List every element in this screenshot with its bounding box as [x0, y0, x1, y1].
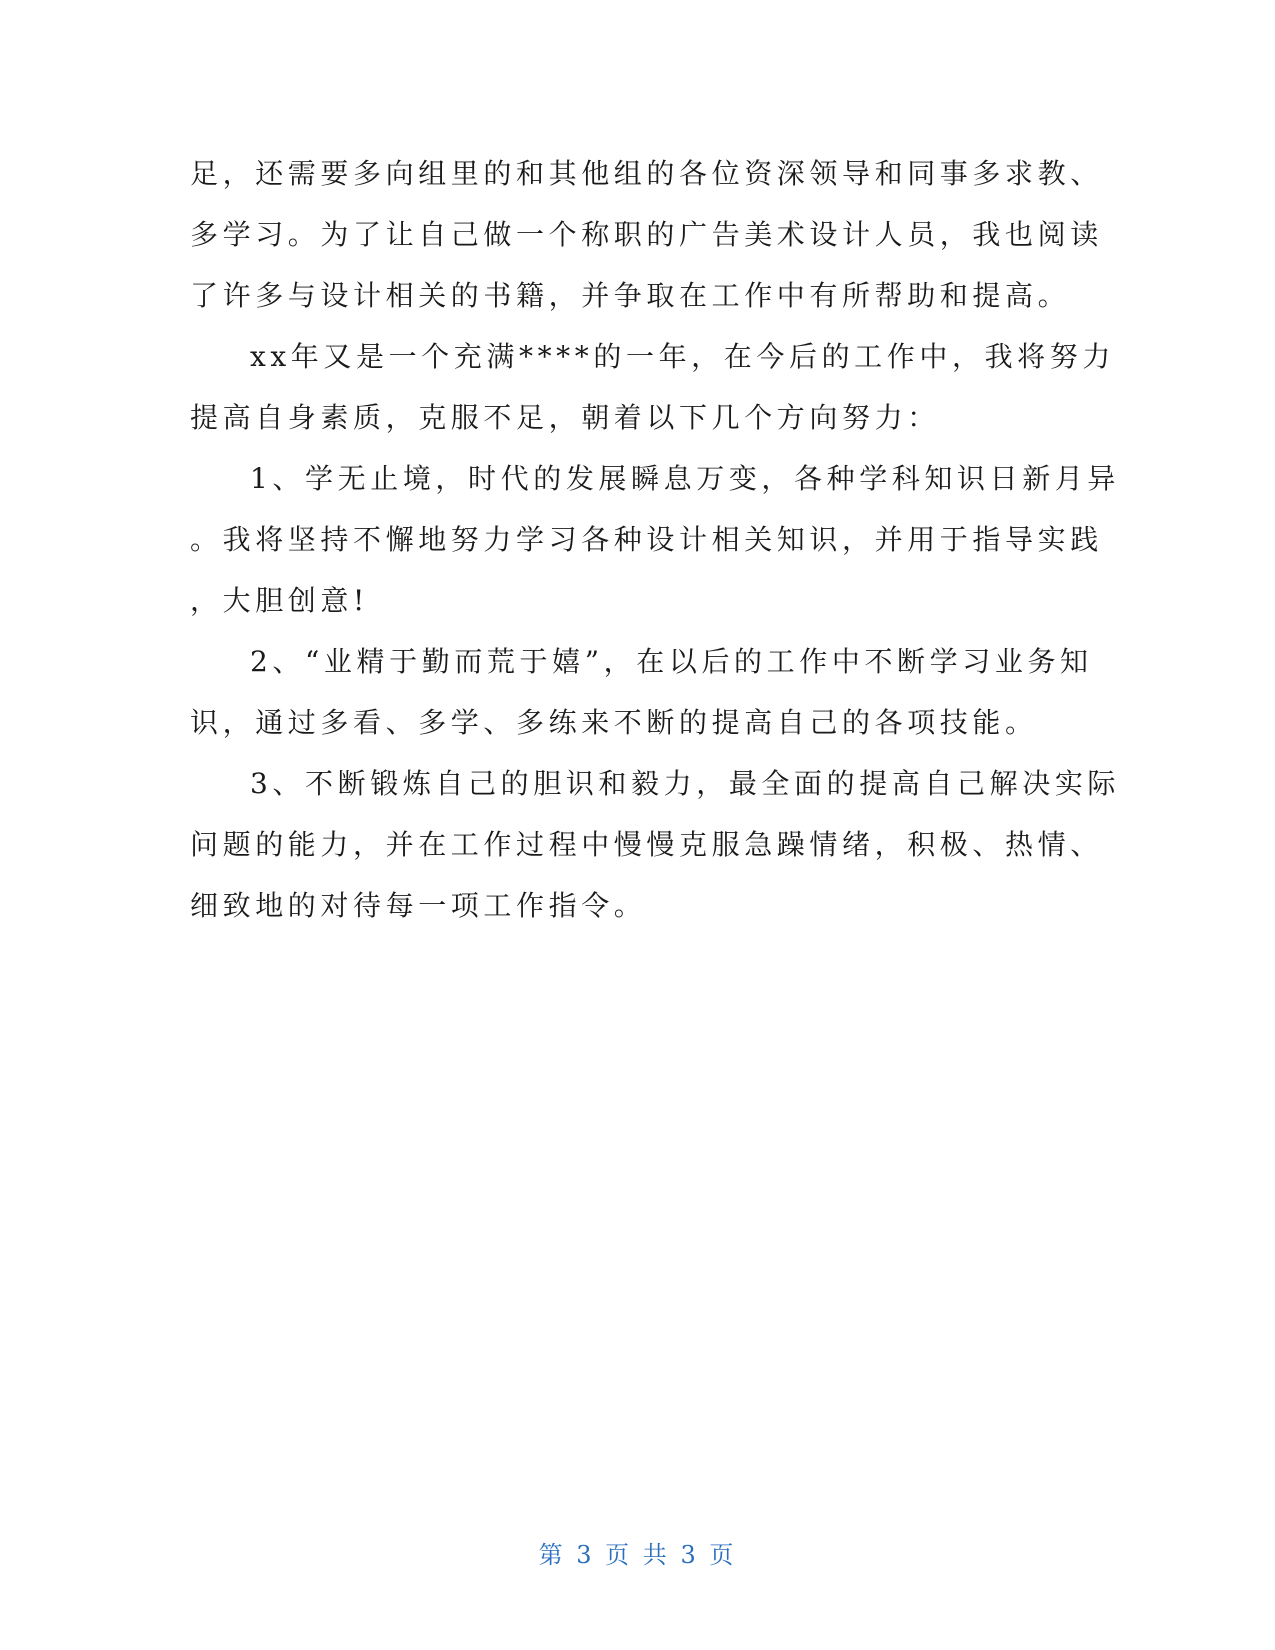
- paragraph-line: 了许多与设计相关的书籍，并争取在工作中有所帮助和提高。: [190, 279, 1071, 312]
- list-item-2-line: 2、“业精于勤而荒于嬉”，在以后的工作中不断学习业务知: [250, 645, 1093, 678]
- list-item-1-line: 。我将坚持不懈地努力学习各种设计相关知识，并用于指导实践: [190, 523, 1103, 556]
- paragraph-line: 足，还需要多向组里的和其他组的各位资深领导和同事多求教、: [190, 157, 1103, 190]
- paragraph-line: xx年又是一个充满****的一年，在今后的工作中，我将努力: [250, 340, 1115, 373]
- list-item-3-line: 问题的能力，并在工作过程中慢慢克服急躁情绪，积极、热情、: [190, 828, 1103, 861]
- list-item-2-line: 识，通过多看、多学、多练来不断的提高自己的各项技能。: [190, 706, 1038, 739]
- list-item-3-line: 3、不断锻炼自己的胆识和毅力，最全面的提高自己解决实际: [250, 767, 1121, 800]
- paragraph-line: 多学习。为了让自己做一个称职的广告美术设计人员，我也阅读: [190, 218, 1103, 251]
- page-number-footer: 第 3 页 共 3 页: [538, 1541, 737, 1569]
- list-item-1-line: ，大胆创意!: [190, 584, 369, 617]
- list-item-1-line: 1、学无止境，时代的发展瞬息万变，各种学科知识日新月异: [250, 462, 1121, 495]
- document-body: [190, 143, 1121, 936]
- paragraph-line: 提高自身素质，克服不足，朝着以下几个方向努力：: [190, 401, 940, 434]
- list-item-3-line: 细致地的对待每一项工作指令。: [190, 889, 647, 922]
